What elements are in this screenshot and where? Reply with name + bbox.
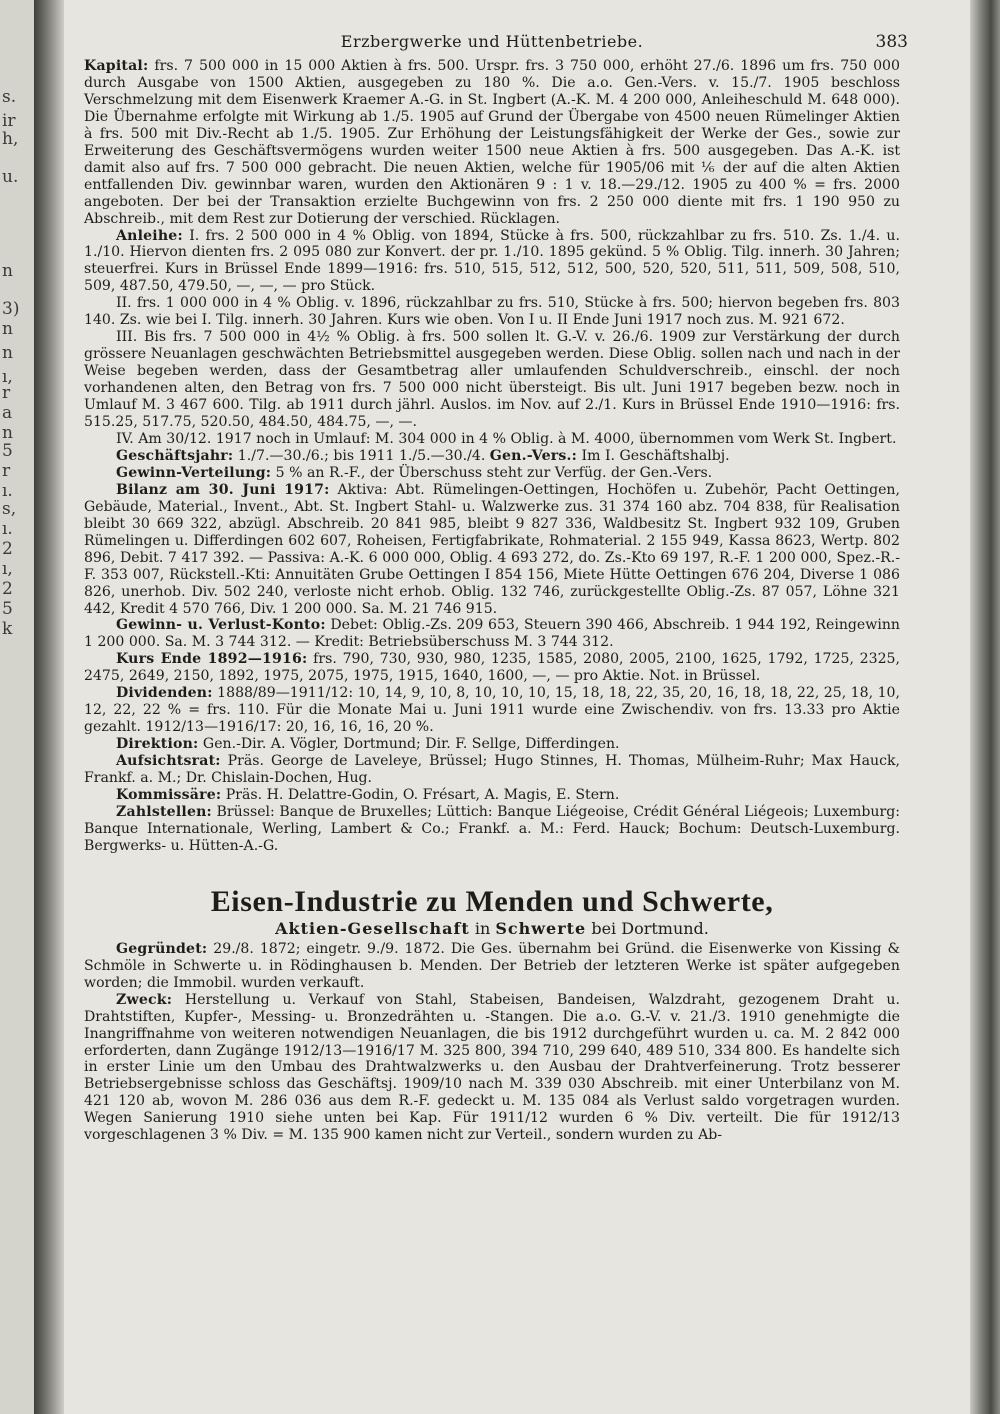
paragraph: [84, 651, 900, 685]
adjacent-page-fragment: n: [2, 343, 13, 363]
field-label: Gewinn- u. Verlust-Konto:: [116, 617, 326, 634]
field-label: Aufsichtsrat:: [116, 753, 221, 770]
adjacent-page-fragment: h,: [2, 129, 19, 149]
field-text: I. frs. 2 500 000 in 4 % Oblig. von 1894, Stücke à frs. 500, rückzahlbar zu frs. 510. Zs. 1./4. u. 1./10. Hiervon dienten frs. 2 095 080 zur Konvert. der pr. 1./10. 1895 gekünd. 5 % Oblig. Tilg. innerh. 30 Jahren; steuerfrei. Kurs in Brüssel Ende 1899—1916: frs. 510, 515, 512, 512, 500, 520, 520, 511, 511, 509, 508, 510, 509, 487.50, 479.50, —, —, — pro Stück.: [84, 227, 900, 295]
paragraph: [84, 685, 900, 736]
paragraph: [84, 992, 900, 1145]
paragraph: [84, 329, 900, 431]
field-label: Kurs Ende 1892—1916:: [116, 651, 308, 668]
adjacent-page-fragment: 5: [2, 599, 13, 619]
paragraph: [84, 295, 900, 329]
paragraph: [84, 482, 900, 618]
field-label: Kommissäre:: [116, 786, 222, 803]
paragraph: [84, 465, 900, 482]
field-text: Herstellung u. Verkauf von Stahl, Stabeisen, Bandeisen, Walzdraht, gezogenem Draht u. Drahtstiften, Kupfer-, Messing- u. Bronzedrähten u. -Stangen. Die a.o. G.-V. v. 21./3. 1910 genehmigte die Inangriffnahme von weiteren notwendigen Neuanlagen, die bis 1912 durchgeführt wurden u. ca. M. 2 842 000 erforderten, dann Zugänge 1912/13—1916/17 M. 325 800, 394 710, 299 640, 489 510, 334 800. Es handelte sich in erster Linie um den Umbau des Drahtwalzwerks u. den Ausbau der Drahtverfeinerung. Trotz besserer Betriebsergebnisse schloss das Geschäftsj. 1909/10 nach M. 339 030 Abschreib. mit einer Unterbilanz von M. 421 120 ab, wovon M. 286 036 aus dem R.-F. gedeckt u. M. 135 084 als Verlust saldo vorgetragen wurden. Wegen Sanierung 1910 siehe unten bei Kap. Für 1911/12 wurden 6 % Div. verteilt. Die für 1912/13 vorgeschlagenen 3 % Div. = M. 135 900 kamen nicht zur Verteil., sondern wurden zu Ab-: [84, 991, 900, 1144]
binding-gutter: [34, 0, 64, 1414]
adjacent-page-fragment: 5: [2, 441, 13, 461]
page-header: [84, 32, 908, 58]
adjacent-page-fragment: a: [2, 403, 13, 423]
field-text: Präs. H. Delattre-Godin, O. Frésart, A. Magis, E. Stern.: [221, 786, 620, 803]
adjacent-page-fragment: n: [2, 261, 13, 281]
adjacent-page-fragment: n: [2, 319, 13, 339]
adjacent-page-fragment: r: [2, 461, 11, 481]
running-title: Erzbergwerke und Hüttenbetriebe.: [340, 32, 644, 51]
field-text: Gen.-Dir. A. Vögler, Dortmund; Dir. F. Sellge, Differdingen.: [198, 736, 620, 753]
page-content: [84, 32, 908, 1144]
adjacent-page-fragment: ı.: [2, 481, 13, 501]
paragraph: [84, 736, 900, 753]
field-text: IV. Am 30/12. 1917 noch in Umlauf: M. 304 000 in 4 % Oblig. à M. 4000, übernommen vom Werk St. Ingbert.: [116, 430, 897, 447]
adjacent-page-fragment: r: [2, 383, 11, 403]
paragraph: [84, 58, 900, 228]
field-text: frs. 790, 730, 930, 980, 1235, 1585, 2080, 2005, 2100, 1625, 1792, 1725, 2325, 2475, 2649, 2150, 1892, 1975, 2075, 1975, 1915, 1640, 1600, —, — pro Aktie. Not. in Brüssel.: [84, 651, 901, 685]
adjacent-page-strip: [0, 0, 34, 1414]
adjacent-page-fragment: ir: [2, 111, 16, 131]
field-label: Geschäftsjahr:: [116, 447, 234, 464]
paragraph: [84, 431, 900, 448]
paragraph: [84, 228, 900, 296]
field-label: Zweck:: [116, 991, 173, 1008]
field-label: Zahlstellen:: [116, 803, 212, 820]
page-edge: [970, 0, 1000, 1414]
field-label: Anleihe:: [116, 227, 183, 244]
field-label: Dividenden:: [116, 685, 213, 702]
adjacent-page-fragment: n: [2, 423, 13, 443]
field-label: Bilanz am 30. Juni 1917:: [116, 481, 330, 498]
adjacent-page-fragment: ı,: [2, 559, 13, 579]
field-text: Debet: Oblig.-Zs. 209 653, Steuern 390 466, Abschreib. 1 944 192, Reingewinn 1 200 000. Sa. M. 3 744 312. — Kredit: Betriebsüberschuss M. 3 744 312.: [84, 617, 900, 651]
field-text: III. Bis frs. 7 500 000 in 4½ % Oblig. à frs. 500 sollen lt. G.-V. v. 26./6. 1909 zur Verstärkung der durch grössere Neuanlagen geschwächten Betriebsmittel ausgegeben werden. Diese Oblig. sollen nach und nach in der Weise begeben werden, dass der Gesamtbetrag aller umlaufenden Schuldverschreib., einschl. der noch vorhandenen alten, den Betrag von frs. 7 500 000 nicht übersteigt. Bis ult. Juni 1917 begeben bezw. noch in Umlauf M. 3 467 600. Tilg. ab 1911 durch jährl. Auslos. im Nov. auf 2./1. Kurs in Brüssel Ende 1910—1916: frs. 515.25, 517.75, 520.50, 484.50, 484.75, —, —.: [84, 329, 900, 431]
field-text: II. frs. 1 000 000 in 4 % Oblig. v. 1896, rückzahlbar zu frs. 510, Stücke à frs. 500; hiervon begeben frs. 803 140. Zs. wie bei I. Tilg. innerh. 30 Jahren. Kurs wie oben. Von I u. II Ende Juni 1917 noch zus. M. 921 672.: [84, 295, 900, 329]
paragraph: [84, 787, 900, 804]
adjacent-page-fragment: ı,: [2, 367, 13, 387]
company-entry-ruemelingen: [84, 58, 900, 855]
subtitle-seat: Schwerte: [495, 918, 587, 938]
field-label: Kapital:: [84, 58, 149, 74]
field-text: 5 % an R.-F., der Überschuss steht zur Verfüg. der Gen.-Vers.: [271, 464, 713, 481]
field-label: Direktion:: [116, 736, 199, 753]
page-number: 383: [875, 32, 908, 52]
field-text: 29./8. 1872; eingetr. 9./9. 1872. Die Ges. übernahm bei Gründ. die Eisenwerke von Kissing & Schmöle in Schwerte u. in Rödinghausen b. Menden. Der Betrieb der letzteren Werke ist später aufgegeben worden; die Immobil. wurden verkauft.: [84, 940, 900, 991]
adjacent-page-fragment: s,: [2, 499, 17, 519]
adjacent-page-fragment: 2: [2, 539, 13, 559]
company-entry-menden-schwerte: [84, 941, 900, 1144]
field-text: Präs. George de Laveleye, Brüssel; Hugo Stinnes, H. Thomas, Mülheim-Ruhr; Max Hauck, Frankf. a. M.; Dr. Chislain-Dochen, Hug.: [84, 753, 900, 787]
field-text: 1./7.—30./6.; bis 1911 1./5.—30./4.: [233, 447, 490, 464]
field-text: Im I. Geschäftshalbj.: [577, 447, 730, 464]
paragraph: [84, 753, 900, 787]
subtitle-location: bei Dortmund.: [586, 918, 709, 938]
adjacent-page-fragment: k: [2, 619, 13, 639]
company-title: Eisen-Industrie zu Menden und Schwerte,: [210, 884, 774, 918]
paragraph: [84, 617, 900, 651]
subtitle-connector: in: [469, 918, 496, 938]
field-text: Brüssel: Banque de Bruxelles; Lüttich: Banque Liégeoise, Crédit Général Liégeois; Luxemburg: Banque Internationale, Werling, Lambert & Co.; Frankf. a. M.: Ferd. Hauck; Bochum: Deutsch-Luxemburg. Bergwerks- u. Hütten-A.-G.: [84, 803, 900, 854]
field-text: Aktiva: Abt. Rümelingen-Oettingen, Hochöfen u. Zubehör, Pacht Oettingen, Gebäude, Material., Invent., Abt. St. Ingbert Stahl- u. Walzwerke zus. 31 374 160 abz. 704 838, für Realisation bleibt 30 669 322, abzügl. Abschreib. 20 841 985, bleibt 9 827 336, Waldbesitz St. Ingbert 932 109, Gruben Rümelingen u. Differdingen 602 607, Roheisen, Fertigfabrikate, Rohmaterial. 2 155 949, Kassa 8623, Wertp. 802 896, Debit. 7 417 392. — Passiva: A.-K. 6 000 000, Oblig. 4 693 272, do. Zs.-Kto 69 197, R.-F. 1 200 000, Spez.-R.-F. 353 007, Rückstell.-Kti: Annuitäten Grube Oettingen I 854 156, Miete Hütte Oettingen 676 204, Diverse 1 086 826, unerhob. Div. 502 240, verloste nicht erhob. Oblig. 132 746, zurückgestellte Oblig.-Zs. 87 057, Löhne 321 442, Kredit 4 570 766, Div. 1 200 000. Sa. M. 21 746 915.: [84, 481, 900, 617]
adjacent-page-fragment: s.: [2, 87, 17, 107]
field-text: frs. 7 500 000 in 15 000 Aktien à frs. 500. Urspr. frs. 3 750 000, erhöht 27./6. 1896 um frs. 750 000 durch Ausgabe von 1500 Aktien, ausgegeben zu 180 %. Die a.o. Gen.-Vers. v. 15./7. 1905 beschloss Verschmelzung mit dem Eisenwerk Kraemer A.-G. in St. Ingbert (A.-K. M. 4 200 000, Anleiheschuld M. 648 000). Die Übernahme erfolgte mit Wirkung ab 1./5. 1905 auf Grund der Übergabe von 4500 neuen Rümelinger Aktien à frs. 500 mit Div.-Recht ab 1./5. 1905. Zur Erhöhung der Leistungsfähigkeit der Werke der Ges., sowie zur Erweiterung des Geschäftsvermögens wurden weiter 1500 neue Aktien à frs. 500 ausgegeben. Das A.-K. ist damit also auf frs. 7 500 000 gebracht. Die neuen Aktien, welche für 1905/06 mit ⅙ der auf die alten Aktien entfallenden Div. gewinnbar waren, wurden den Aktionären 9 : 1 v. 18.—29./12. 1905 zu 400 % = frs. 2000 angeboten. Der bei der Transaktion erzielte Buchgewinn von frs. 2 250 000 diente mit frs. 1 190 950 zu Abschreib., mit dem Rest zur Dotierung der verschied. Rücklagen.: [84, 58, 900, 227]
adjacent-page-fragment: 3): [2, 299, 20, 319]
paragraph: [84, 941, 900, 992]
field-text: 1888/89—1911/12: 10, 14, 9, 10, 8, 10, 10, 10, 15, 18, 18, 22, 35, 20, 16, 18, 18, 22, 25, 18, 10, 12, 22, 22 % = frs. 110. Für die Monate Mai u. Juni 1911 wurde eine Zwischendiv. von frs. 13.33 pro Aktie gezahlt. 1912/13—1916/17: 20, 16, 16, 16, 20 %.: [84, 685, 900, 736]
subtitle-company-form: Aktien-Gesellschaft: [275, 918, 470, 938]
adjacent-page-fragment: u.: [2, 167, 19, 187]
paragraph: [84, 448, 900, 465]
adjacent-page-fragment: 2: [2, 579, 13, 599]
paragraph: [84, 804, 900, 855]
company-subtitle: [84, 919, 900, 939]
field-label: Gegründet:: [116, 940, 208, 957]
adjacent-page-fragment: ı.: [2, 519, 13, 539]
field-label: Gen.-Vers.:: [489, 447, 578, 464]
field-label: Gewinn-Verteilung:: [116, 464, 272, 481]
